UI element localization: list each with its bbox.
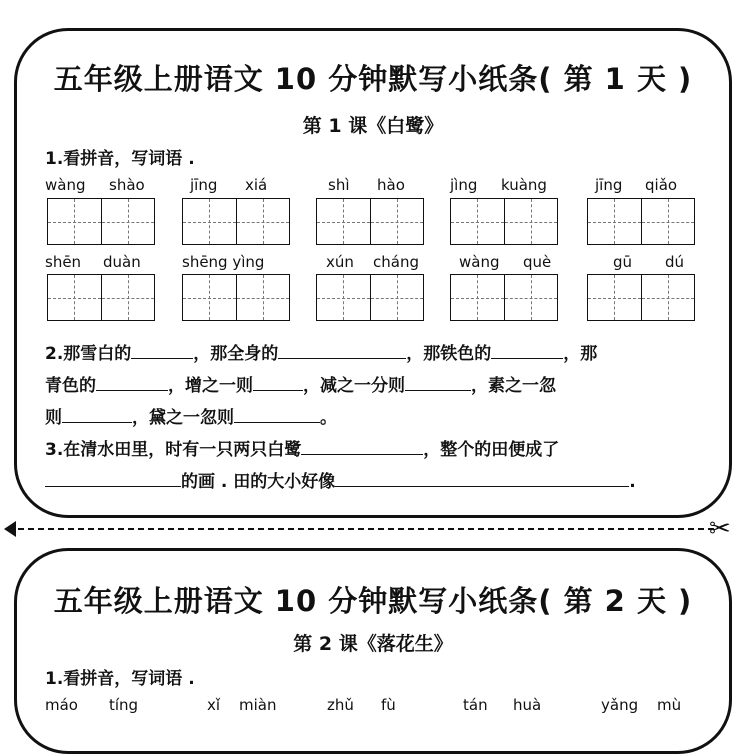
pinyin: què (523, 253, 552, 271)
day2-title: 五年级上册语文 10 分钟默写小纸条( 第 2 天 ) (53, 584, 693, 618)
day1-card (14, 28, 732, 518)
writing-grid[interactable] (316, 274, 424, 321)
writing-grid[interactable] (587, 274, 695, 321)
pinyin: jīng (595, 176, 623, 194)
q2-text: ，增之一则 (168, 376, 253, 396)
pinyin: tíng (109, 696, 139, 714)
writing-grid[interactable] (450, 274, 558, 321)
pinyin: wàng (459, 253, 500, 271)
q3-text: 的画 . 田的大小好像 (181, 472, 336, 492)
pinyin: dú (665, 253, 685, 271)
answer-blank[interactable] (405, 376, 471, 391)
scissors-icon: ✂ (709, 514, 731, 544)
answer-blank[interactable] (253, 376, 303, 391)
writing-grid[interactable] (47, 198, 155, 245)
writing-grid[interactable] (182, 198, 290, 245)
q2-text: ，那铁色的 (406, 344, 492, 364)
pinyin: shào (109, 176, 145, 194)
answer-blank[interactable] (335, 472, 629, 487)
q2-text: 青色的 (45, 376, 96, 396)
pinyin: zhǔ (327, 696, 354, 714)
pinyin: cháng (373, 253, 419, 271)
pinyin: jīng (190, 176, 218, 194)
q2-text: ，那 (563, 344, 598, 364)
q2-text: ，减之一分则 (303, 376, 405, 396)
q3-text: ，整个的田便成了 (423, 440, 560, 460)
answer-blank[interactable] (278, 344, 406, 359)
pinyin: xiá (245, 176, 268, 194)
pinyin: miàn (239, 696, 277, 714)
writing-grid[interactable] (587, 198, 695, 245)
pinyin: mù (657, 696, 682, 714)
pinyin: fù (381, 696, 396, 714)
day1-lesson-title: 第 1 课《白鹭》 (302, 115, 444, 137)
q3-line-2 (45, 467, 636, 492)
q2-line-1 (45, 339, 597, 364)
pinyin: wàng (45, 176, 86, 194)
day2-q1-heading: 1.看拼音，写词语 . (45, 669, 195, 689)
writing-grid[interactable] (47, 274, 155, 321)
pinyin: xǐ (207, 696, 221, 714)
pinyin: shì (328, 176, 350, 194)
pinyin: shēn (45, 253, 82, 271)
day1-q1-heading: 1.看拼音，写词语 . (45, 149, 195, 169)
q2-text: 。 (320, 408, 337, 428)
writing-grid[interactable] (450, 198, 558, 245)
writing-grid[interactable] (316, 198, 424, 245)
q3-text: . (629, 472, 636, 492)
pinyin: kuàng (501, 176, 547, 194)
q2-text: 2.那雪白的 (45, 344, 132, 364)
cut-line (8, 528, 714, 530)
q2-line-3 (45, 403, 337, 428)
pinyin: yǎng (601, 696, 639, 714)
pinyin: huà (513, 696, 542, 714)
answer-blank[interactable] (62, 408, 132, 423)
answer-blank[interactable] (131, 344, 193, 359)
pinyin: xún (326, 253, 354, 271)
answer-blank[interactable] (234, 408, 320, 423)
pinyin: gū (613, 253, 633, 271)
answer-blank[interactable] (491, 344, 563, 359)
pinyin: shēng yìng (182, 253, 265, 271)
answer-blank[interactable] (45, 472, 181, 487)
day2-lesson-title: 第 2 课《落花生》 (293, 633, 453, 655)
q2-text: ，那全身的 (193, 344, 279, 364)
answer-blank[interactable] (301, 440, 423, 455)
day2-card (14, 548, 732, 754)
q2-text: 则 (45, 408, 62, 428)
q2-text: ，素之一忽 (471, 376, 556, 396)
pinyin: jìng (450, 176, 478, 194)
q2-text: ，黛之一忽则 (132, 408, 234, 428)
pinyin: tán (463, 696, 488, 714)
day1-title: 五年级上册语文 10 分钟默写小纸条( 第 1 天 ) (53, 62, 693, 96)
pinyin: máo (45, 696, 78, 714)
pinyin: qiǎo (645, 176, 678, 194)
pinyin: duàn (103, 253, 141, 271)
pinyin: hào (377, 176, 405, 194)
answer-blank[interactable] (96, 376, 168, 391)
writing-grid[interactable] (182, 274, 290, 321)
q3-line-1 (45, 435, 559, 460)
q2-line-2 (45, 371, 556, 396)
q3-text: 3.在清水田里，时有一只两只白鹭 (45, 440, 302, 460)
